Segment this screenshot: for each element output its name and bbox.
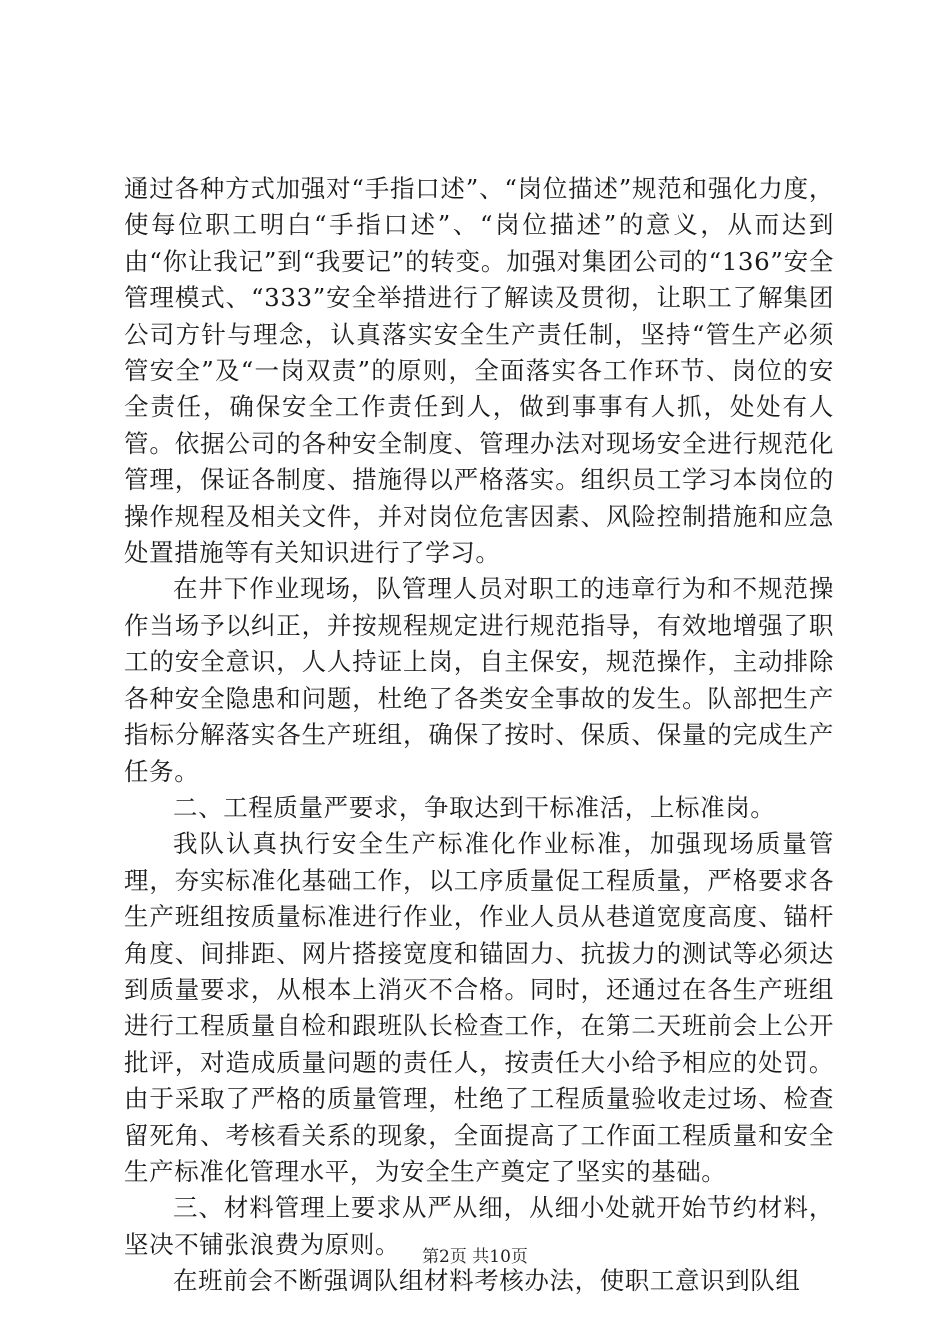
page-footer: 第2页 共10页 (422, 1247, 528, 1267)
section-heading-3: 三、材料管理上要求从严从细，从细小处就开始节约材料，坚决不铺张浪费为原则。 (124, 1193, 834, 1259)
section-heading-2: 二、工程质量严要求，争取达到干标准活，上标准岗。 (173, 792, 776, 822)
document-body (124, 171, 834, 1300)
paragraph-1: 通过各种方式加强对“手指口述”、“岗位描述”规范和强化力度，使每位职工明白“手指口述”、“岗位描述”的意义，从而达到由“你让我记”到“我要记”的转变。加强对集团公司的“136”安全管理模式、“333”安全举措进行了解读及贯彻，让职工了解集团公司方针与理念，认真落实安全生产责任制，坚持“管生产必须管安全”及“一岗双责”的原则，全面落实各工作环节、岗位的安全责任，确保安全工作责任到人，做到事事有人抓，处处有人管。依据公司的各种安全制度、管理办法对现场安全进行规范化管理，保证各制度、措施得以严格落实。组织员工学习本岗位的操作规程及相关文件，并对岗位危害因素、风险控制措施和应急处置措施等有关知识进行了学习。 (124, 174, 834, 568)
paragraph-4: 在班前会不断强调队组材料考核办法，使职工意识到队组 (173, 1266, 801, 1296)
paragraph-2: 在井下作业现场，队管理人员对职工的违章行为和不规范操作当场予以纠正，并按规程规定进行规范指导，有效地增强了职工的安全意识，人人持证上岗，自主保安，规范操作，主动排除各种安全隐患和问题，杜绝了各类安全事故的发生。队部把生产指标分解落实各生产班组，确保了按时、保质、保量的完成生产任务。 (124, 574, 834, 786)
paragraph-3: 我队认真执行安全生产标准化作业标准，加强现场质量管理，夯实标准化基础工作，以工序质量促工程质量，严格要求各生产班组按质量标准进行作业，作业人员从巷道宽度高度、锚杆角度、间排距、网片搭接宽度和锚固力、抗拔力的测试等必须达到质量要求，从根本上消灭不合格。同时，还通过在各生产班组进行工程质量自检和跟班队长检查工作，在第二天班前会上公开批评，对造成质量问题的责任人，按责任大小给予相应的处罚。由于采取了严格的质量管理，杜绝了工程质量验收走过场、检查留死角、考核看关系的现象，全面提高了工作面工程质量和安全生产标准化管理水平，为安全生产奠定了坚实的基础。 (124, 829, 834, 1186)
